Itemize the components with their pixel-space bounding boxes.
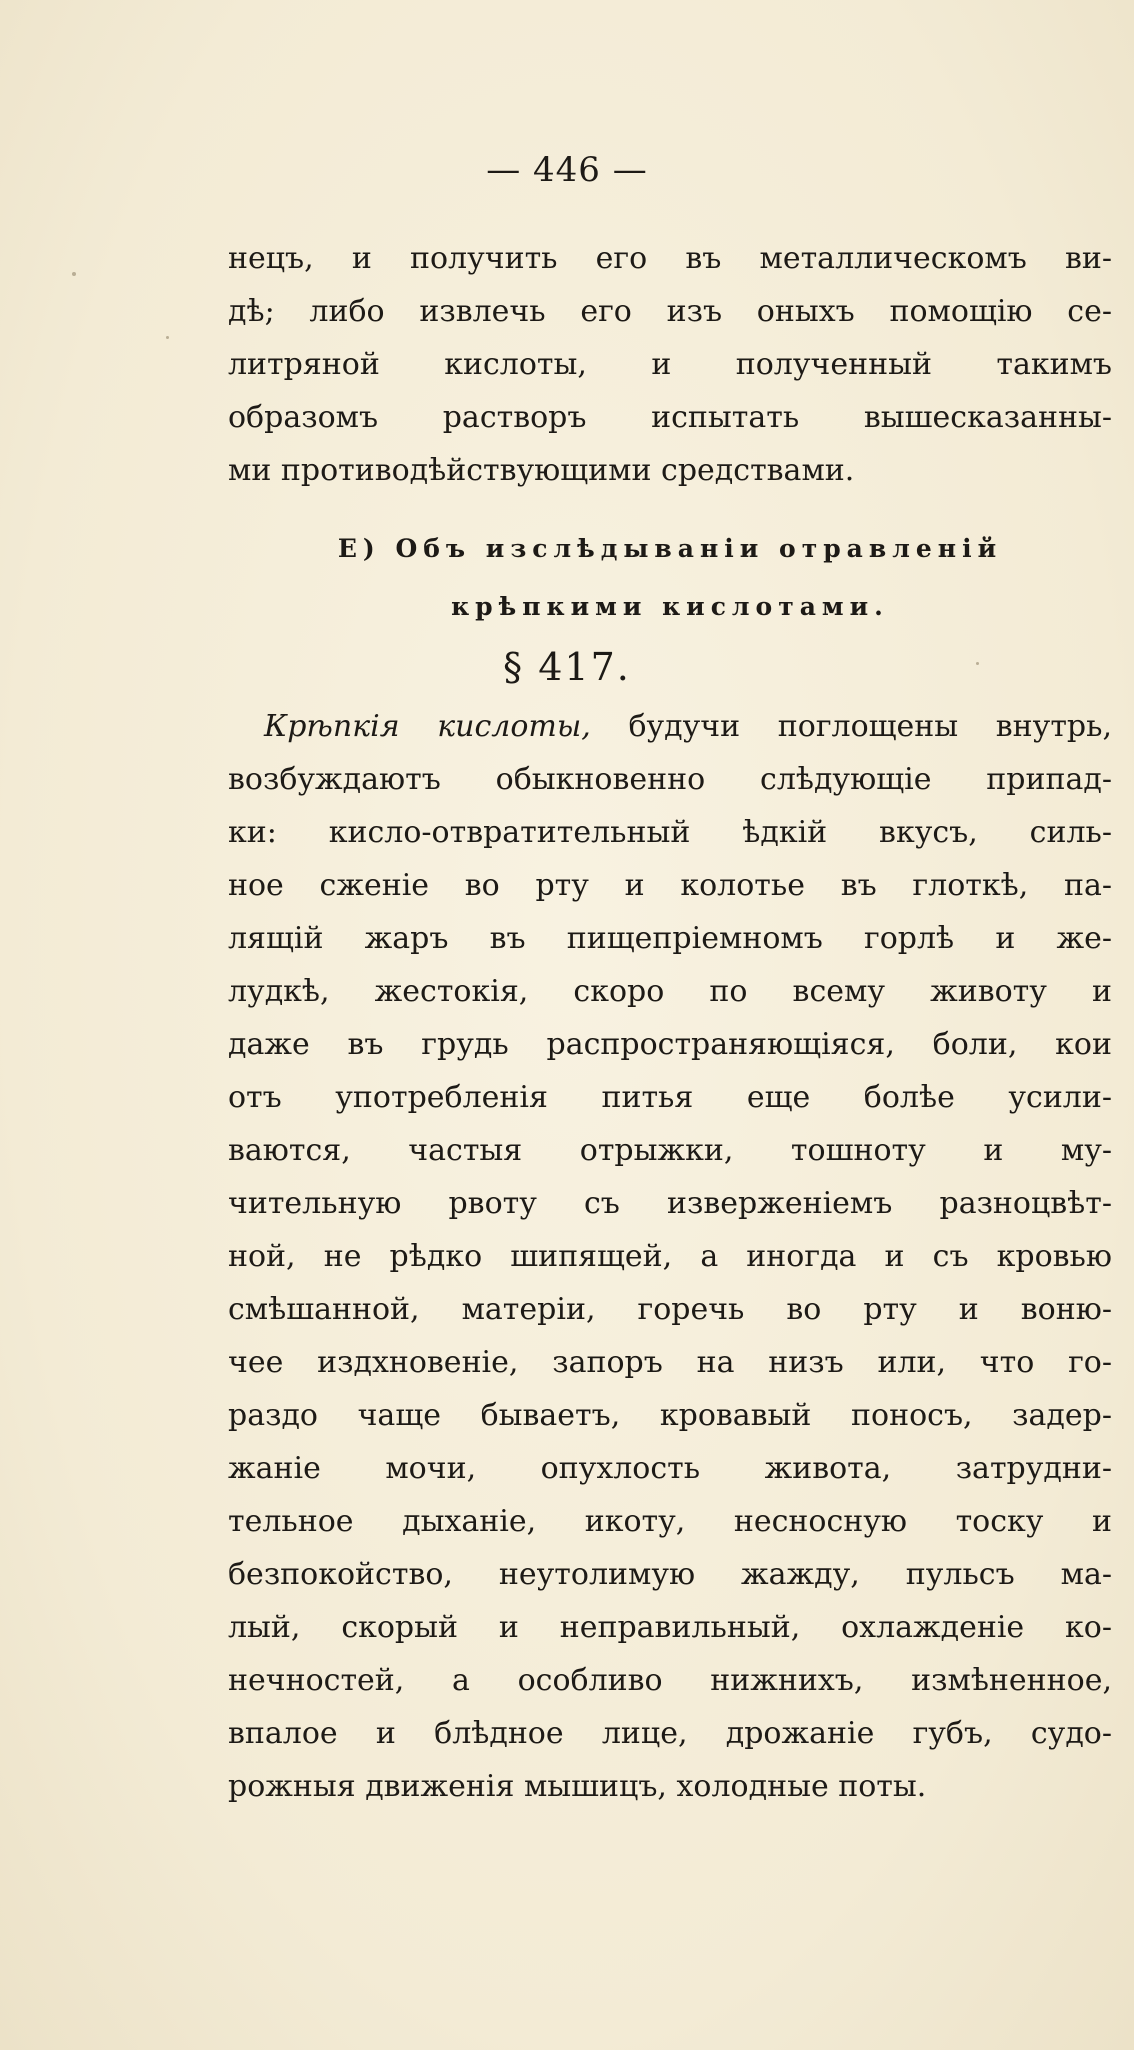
section-number: § 417. bbox=[503, 645, 631, 689]
text-line: лый, скорый и неправильный, охлажденіе ко- bbox=[228, 1610, 1112, 1645]
paper-speck bbox=[166, 336, 169, 339]
text-line: литряной кислоты, и полученный такимъ bbox=[228, 347, 1112, 382]
page-number: — 446 — bbox=[486, 150, 648, 190]
heading-line: крѣпкими кислотами. bbox=[451, 592, 889, 621]
text-line: ки: кисло-отвратительный ѣдкій вкусъ, силь- bbox=[228, 815, 1112, 850]
heading-line: E) Объ изслѣдываніи отравленій bbox=[337, 534, 1003, 563]
text-line: возбуждаютъ обыкновенно слѣдующіе припад- bbox=[228, 762, 1112, 797]
text-line: ваются, частыя отрыжки, тошноту и му- bbox=[228, 1133, 1112, 1168]
text-line: нецъ, и получить его въ металлическомъ ви- bbox=[228, 241, 1112, 276]
text-line: образомъ растворъ испытать вышесказанны- bbox=[228, 400, 1112, 435]
text-line: ной, не рѣдко шипящей, а иногда и съ кровью bbox=[228, 1239, 1112, 1274]
text-line: чее издхновеніе, запоръ на низъ или, что го- bbox=[228, 1345, 1112, 1380]
text-line: жаніе мочи, опухлость живота, затрудни- bbox=[228, 1451, 1112, 1486]
text-line: отъ употребленія питья еще болѣе усили- bbox=[228, 1080, 1112, 1115]
text-line: ное сженіе во рту и колотье въ глоткѣ, па- bbox=[228, 868, 1112, 903]
body-paragraph bbox=[228, 700, 1112, 1813]
text-line: ми противодѣйствующими средствами. bbox=[228, 453, 855, 488]
text-line: чительную рвоту съ изверженіемъ разноцвѣт- bbox=[228, 1186, 1112, 1221]
italic-lead: Крѣпкія кислоты, bbox=[264, 709, 591, 744]
text-line: лудкѣ, жестокія, скоро по всему животу и bbox=[228, 974, 1112, 1009]
text-line: нечностей, а особливо нижнихъ, измѣненное, bbox=[228, 1663, 1112, 1698]
text-line: лящій жаръ въ пищепріемномъ горлѣ и же- bbox=[228, 921, 1112, 956]
text-line: даже въ грудь распространяющіяся, боли, кои bbox=[228, 1027, 1112, 1062]
intro-paragraph bbox=[228, 232, 1112, 497]
paper-speck bbox=[72, 272, 76, 276]
text-line: безпокойство, неутолимую жажду, пульсъ ма- bbox=[228, 1557, 1112, 1592]
text-line: смѣшанной, матеріи, горечь во рту и воню- bbox=[228, 1292, 1112, 1327]
section-heading bbox=[228, 520, 1112, 636]
text-line: впалое и блѣдное лице, дрожаніе губъ, судо- bbox=[228, 1716, 1112, 1751]
text-line: рожныя движенія мышицъ, холодные поты. bbox=[228, 1769, 927, 1804]
text-line: тельное дыханіе, икоту, несносную тоску и bbox=[228, 1504, 1112, 1539]
text-line: дѣ; либо извлечь его изъ оныхъ помощію се- bbox=[228, 294, 1112, 329]
text-line: раздо чаще бываетъ, кровавый поносъ, задер- bbox=[228, 1398, 1112, 1433]
first-line-rest: будучи поглощены внутрь, bbox=[590, 709, 1113, 744]
text-line-first bbox=[228, 700, 1112, 753]
